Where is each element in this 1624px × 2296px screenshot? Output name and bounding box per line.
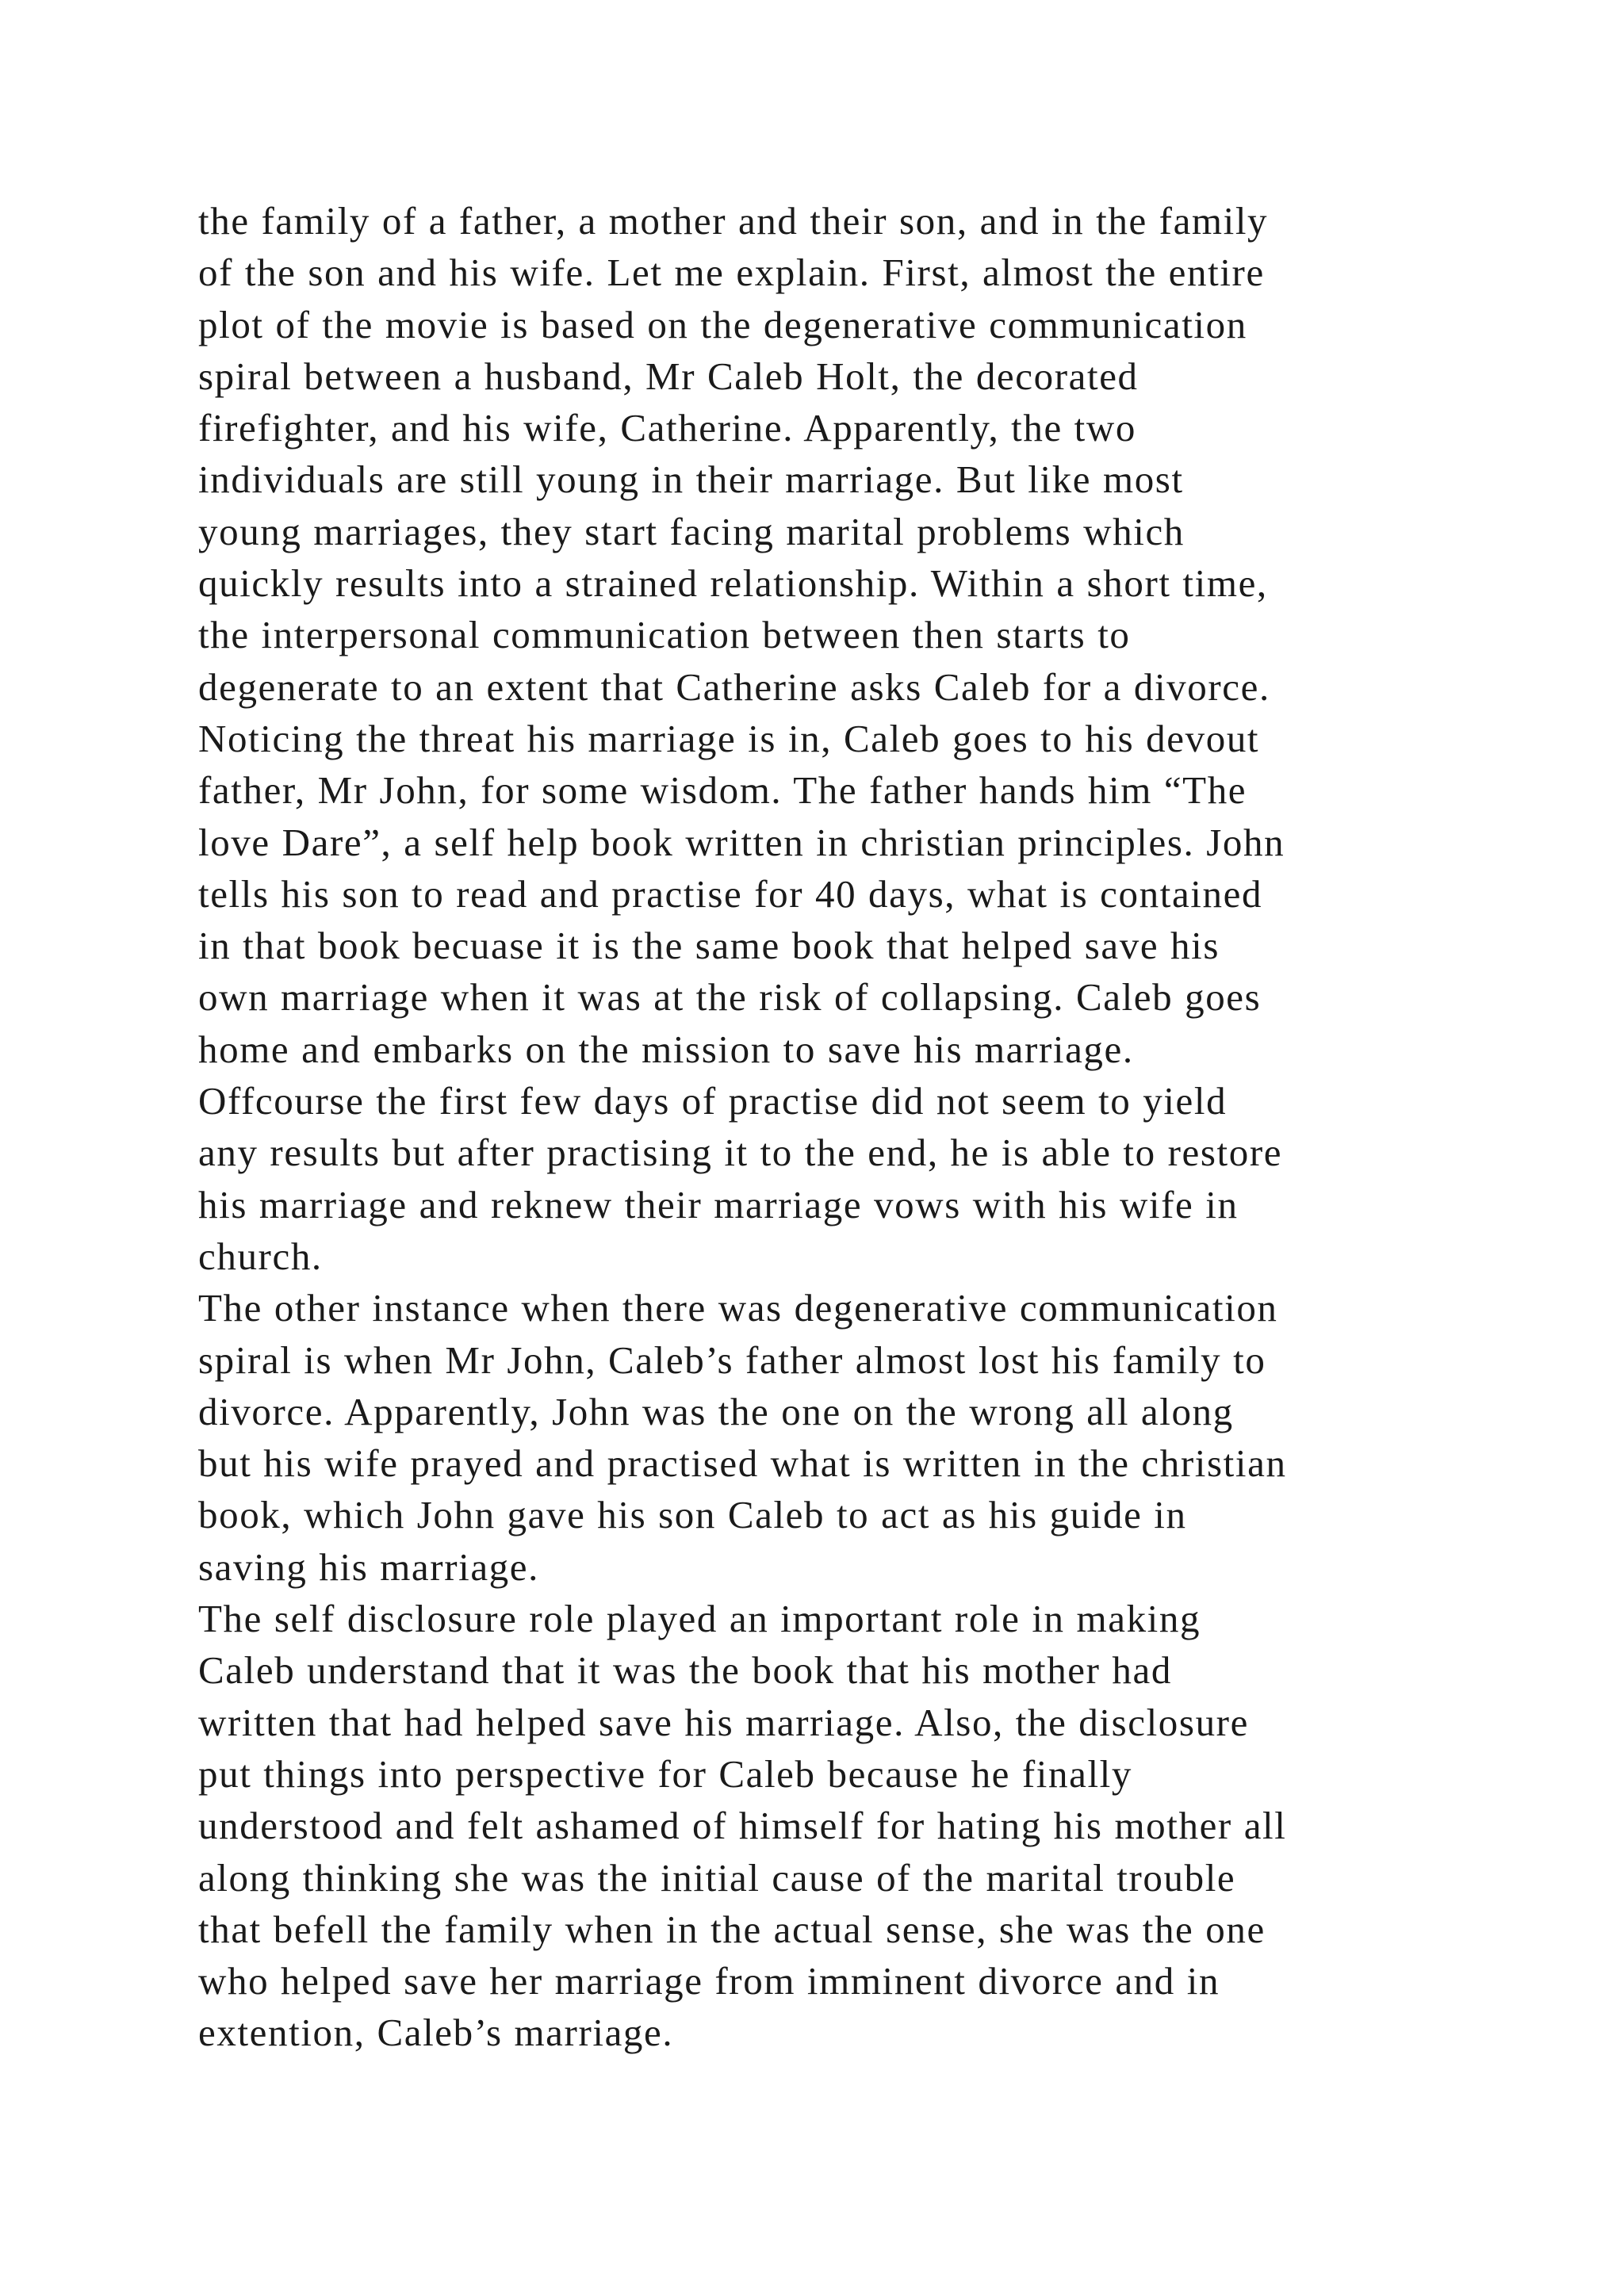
text-line: written that had helped save his marriage. Also, the disclosure — [198, 1700, 1249, 1744]
text-line: that befell the family when in the actual sense, she was the one — [198, 1907, 1266, 1951]
text-line: individuals are still young in their marriage. But like most — [198, 457, 1184, 502]
text-line: any results but after practising it to the end, he is able to restore — [198, 1131, 1283, 1175]
text-line: the interpersonal communication between then starts to — [198, 613, 1131, 657]
text-line: firefighter, and his wife, Catherine. Apparently, the two — [198, 406, 1136, 450]
text-line: the family of a father, a mother and their son, and in the family — [198, 199, 1269, 243]
text-line: of the son and his wife. Let me explain. First, almost the entire — [198, 251, 1265, 295]
text-line: home and embarks on the mission to save his marriage. — [198, 1027, 1134, 1071]
text-line: along thinking she was the initial cause of the marital trouble — [198, 1855, 1236, 1900]
text-line: young marriages, they start facing marital problems which — [198, 509, 1185, 553]
text-line: extention, Caleb’s marriage. — [198, 2011, 674, 2055]
text-line: tells his son to read and practise for 40 days, what is contained — [198, 871, 1263, 916]
text-line: love Dare”, a self help book written in christian principles. John — [198, 820, 1285, 864]
body-text — [198, 195, 1467, 2059]
text-line: church. — [198, 1234, 323, 1278]
text-line: Noticing the threat his marriage is in, Caleb goes to his devout — [198, 716, 1260, 760]
text-line: spiral between a husband, Mr Caleb Holt, the decorated — [198, 354, 1139, 398]
text-line: Offcourse the first few days of practise did not seem to yield — [198, 1079, 1228, 1123]
text-line: put things into perspective for Caleb because he finally — [198, 1751, 1132, 1796]
text-line: quickly results into a strained relationship. Within a short time, — [198, 561, 1268, 606]
text-line: in that book becuase it is the same book that helped save his — [198, 924, 1220, 968]
text-line: degenerate to an extent that Catherine asks Caleb for a divorce. — [198, 664, 1270, 709]
text-line: who helped save her marriage from imminent divorce and in — [198, 1959, 1220, 2003]
text-line: his marriage and reknew their marriage vows with his wife in — [198, 1182, 1239, 1226]
text-line: The other instance when there was degenerative communication — [198, 1286, 1278, 1330]
text-line: saving his marriage. — [198, 1544, 539, 1589]
text-line: but his wife prayed and practised what is written in the christian — [198, 1441, 1287, 1486]
text-line: divorce. Apparently, John was the one on the wrong all along — [198, 1389, 1234, 1433]
text-line: book, which John gave his son Caleb to act as his guide in — [198, 1493, 1187, 1537]
text-line: Caleb understand that it was the book that his mother had — [198, 1648, 1172, 1693]
text-line: own marriage when it was at the risk of collapsing. Caleb goes — [198, 975, 1262, 1020]
text-line: spiral is when Mr John, Caleb’s father almost lost his family to — [198, 1337, 1266, 1382]
text-line: understood and felt ashamed of himself for hating his mother all — [198, 1804, 1287, 1848]
text-line: father, Mr John, for some wisdom. The father hands him “The — [198, 768, 1247, 813]
text-line: The self disclosure role played an important role in making — [198, 1597, 1201, 1641]
text-line: plot of the movie is based on the degenerative communication — [198, 302, 1247, 346]
